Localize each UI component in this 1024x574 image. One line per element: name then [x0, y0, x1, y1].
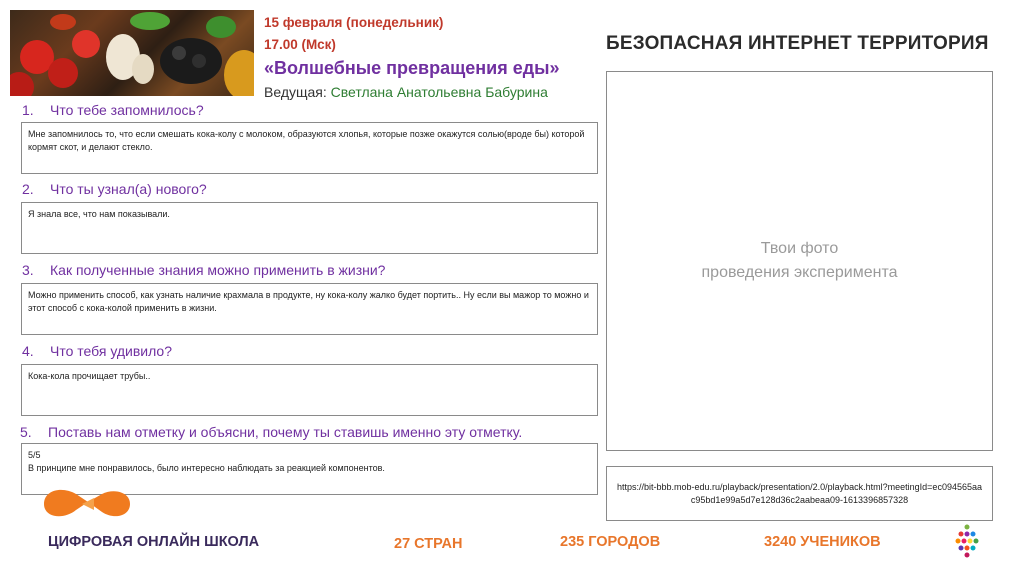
question-text: Что тебе запомнилось?	[50, 102, 204, 118]
orange-logo-icon	[42, 486, 134, 522]
host-label: Ведущая:	[264, 84, 327, 100]
footer-cities: 235 ГОРОДОВ	[560, 534, 661, 550]
footer-countries: 27 СТРАН	[394, 536, 463, 552]
answer-field-1[interactable]: Мне запомнилось то, что если смешать кока-колу с молоком, образуются хлопья, которые позже окажутся солью(вроде бы) которой кормят скот, и делают стекло.	[21, 122, 598, 174]
host-name: Светлана Анатольевна Бабурина	[330, 84, 548, 100]
recording-link[interactable]: https://bit-bbb.mob-edu.ru/playback/presentation/2.0/playback.html?meetingId=ec094565aac95bd1e99a5d7e128d36c2aabeaa09-1613396857328	[617, 481, 982, 505]
question-text: Как полученные знания можно применить в жизни?	[50, 262, 386, 278]
question-number: 3.	[22, 262, 34, 278]
answer-field-3[interactable]: Можно применить способ, как узнать наличие крахмала в продукте, ну кока-колу жалко будет портить.. Ну если вы мажор то можно и этот способ с кока-колой применить в жизни.	[21, 283, 598, 335]
host-line	[264, 84, 548, 100]
photo-upload-area[interactable]	[606, 71, 993, 451]
photo-placeholder-text: Твои фото проведения эксперимента	[701, 240, 898, 281]
recording-link-box	[606, 466, 993, 521]
question-text: Что ты узнал(а) нового?	[50, 181, 207, 197]
answer-field-4[interactable]: Кока-кола прочищает трубы..	[21, 364, 598, 416]
footer-school: ЦИФРОВАЯ ОНЛАЙН ШКОЛА	[48, 534, 260, 550]
question-number: 2.	[22, 181, 34, 197]
food-photo	[10, 10, 254, 96]
event-title: «Волшебные превращения еды»	[264, 58, 560, 78]
question-4	[22, 343, 172, 359]
answer-field-2[interactable]: Я знала все, что нам показывали.	[21, 202, 598, 254]
colorful-dots-icon	[952, 523, 982, 563]
footer-students: 3240 УЧЕНИКОВ	[764, 534, 881, 550]
answer-field-5[interactable]: 5/5 В принципе мне понравилось, было интересно наблюдать за реакцией компонентов.	[21, 443, 598, 495]
question-1	[22, 102, 204, 118]
question-text: Поставь нам отметку и объясни, почему ты ставишь именно эту отметку.	[48, 424, 523, 440]
event-time: 17.00 (Мск)	[264, 37, 336, 52]
question-2	[22, 181, 207, 197]
question-number: 4.	[22, 343, 34, 359]
brand-title: БЕЗОПАСНАЯ ИНТЕРНЕТ ТЕРРИТОРИЯ	[606, 33, 989, 54]
question-5	[20, 424, 522, 440]
question-text: Что тебя удивило?	[50, 343, 173, 359]
question-3	[22, 262, 385, 278]
event-date: 15 февраля (понедельник)	[264, 15, 444, 30]
question-number: 1.	[22, 102, 34, 118]
question-number: 5.	[20, 424, 32, 440]
